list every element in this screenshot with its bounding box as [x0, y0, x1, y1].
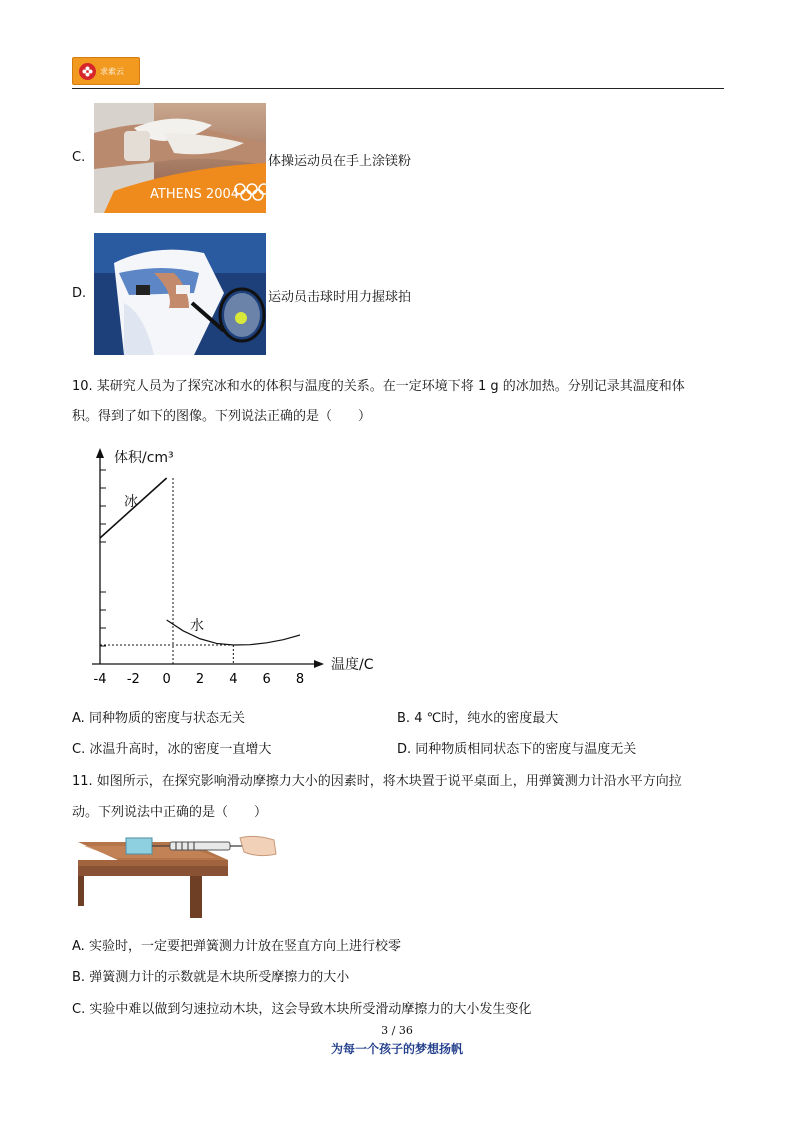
- q10-option-a-text: 同种物质的密度与状态无关: [88, 711, 245, 726]
- gymnast-chalk-photo: [94, 103, 266, 213]
- q11-option-a-text: 实验时，一定要把弹簧测力计放在竖直方向上进行校零: [88, 939, 401, 954]
- logo: [72, 57, 140, 85]
- q10-option-c-text: 冰温升高时，冰的密度一直增大: [89, 742, 272, 757]
- y-axis-label: 体积/cm³: [114, 450, 174, 466]
- q10-option-c[interactable]: [72, 738, 271, 757]
- q9-option-c-letter: C.: [72, 150, 86, 165]
- x-tick-label: -2: [126, 672, 140, 687]
- logo-flower-icon: [79, 63, 96, 80]
- header-divider: [72, 88, 724, 89]
- y-axis-arrow: [96, 448, 104, 458]
- q10-stem-line1: 10. 某研究人员为了探究冰和水的体积与温度的关系。在一定环境下将 1 g 的冰加热。分别记录其温度和体: [72, 379, 685, 394]
- tennis-player-photo: [94, 233, 266, 355]
- x-tick-label: 2: [195, 672, 205, 687]
- q10-option-d-text: 同种物质相同状态下的密度与温度无关: [415, 742, 637, 757]
- q11-option-c[interactable]: [72, 998, 531, 1017]
- y-ticks: [100, 470, 106, 646]
- q10-option-b[interactable]: [397, 707, 558, 726]
- q11-stem-line2: 动。下列说法中正确的是（ ）: [72, 805, 268, 820]
- q11-option-c-letter: C.: [72, 1002, 86, 1017]
- q11-option-a-letter: A.: [72, 939, 85, 954]
- footer-slogan: 为每一个孩子的梦想扬帆: [330, 1042, 463, 1056]
- water-series-line: [167, 620, 300, 645]
- page-number: 3 / 36: [381, 1024, 413, 1037]
- q11-stem-line1: 11. 如图所示，在探究影响滑动摩擦力大小的因素时，将木块置于说平桌面上，用弹簧测力计沿水平方向拉: [72, 774, 682, 789]
- water-series-label: 水: [190, 618, 204, 634]
- logo-text: 求索云: [100, 66, 124, 76]
- x-tick-label: 0: [162, 672, 171, 687]
- friction-experiment-figure: [78, 832, 278, 918]
- q11-option-b-letter: B.: [72, 970, 86, 985]
- q9-option-c-text: 体操运动员在手上涂镁粉: [268, 154, 412, 169]
- q10-option-b-text: 4 ℃时，纯水的密度最大: [414, 711, 559, 726]
- q10-option-b-letter: B.: [397, 711, 411, 726]
- q10-option-a[interactable]: [72, 707, 245, 726]
- q10-option-c-letter: C.: [72, 742, 86, 757]
- q9-option-d-text: 运动员击球时用力握球拍: [268, 290, 412, 305]
- x-tick-label: 6: [262, 672, 271, 687]
- athens-2004-caption: ATHENS 2004: [150, 187, 240, 202]
- volume-temperature-chart: [84, 440, 394, 690]
- q11-option-b-text: 弹簧测力计的示数就是木块所受摩擦力的大小: [89, 970, 350, 985]
- q11-option-b[interactable]: [72, 966, 349, 985]
- q10-option-d-letter: D.: [397, 742, 412, 757]
- ice-series-label: 冰: [124, 494, 138, 510]
- q11-option-c-text: 实验中难以做到匀速拉动木块，这会导致木块所受滑动摩擦力的大小发生变化: [89, 1002, 532, 1017]
- q10-option-a-letter: A.: [72, 711, 85, 726]
- x-tick-label: -4: [93, 672, 107, 687]
- x-tick-label: 8: [295, 672, 305, 687]
- x-axis-label: 温度/C: [331, 657, 374, 673]
- ice-series-line: [100, 478, 167, 538]
- x-axis-arrow: [314, 660, 324, 668]
- q10-option-d[interactable]: [397, 738, 636, 757]
- q9-option-d-letter: D.: [72, 286, 87, 301]
- x-tick-label: 4: [229, 672, 238, 687]
- q10-stem-line2: 积。得到了如下的图像。下列说法正确的是（ ）: [72, 409, 372, 424]
- q11-option-a[interactable]: [72, 935, 401, 954]
